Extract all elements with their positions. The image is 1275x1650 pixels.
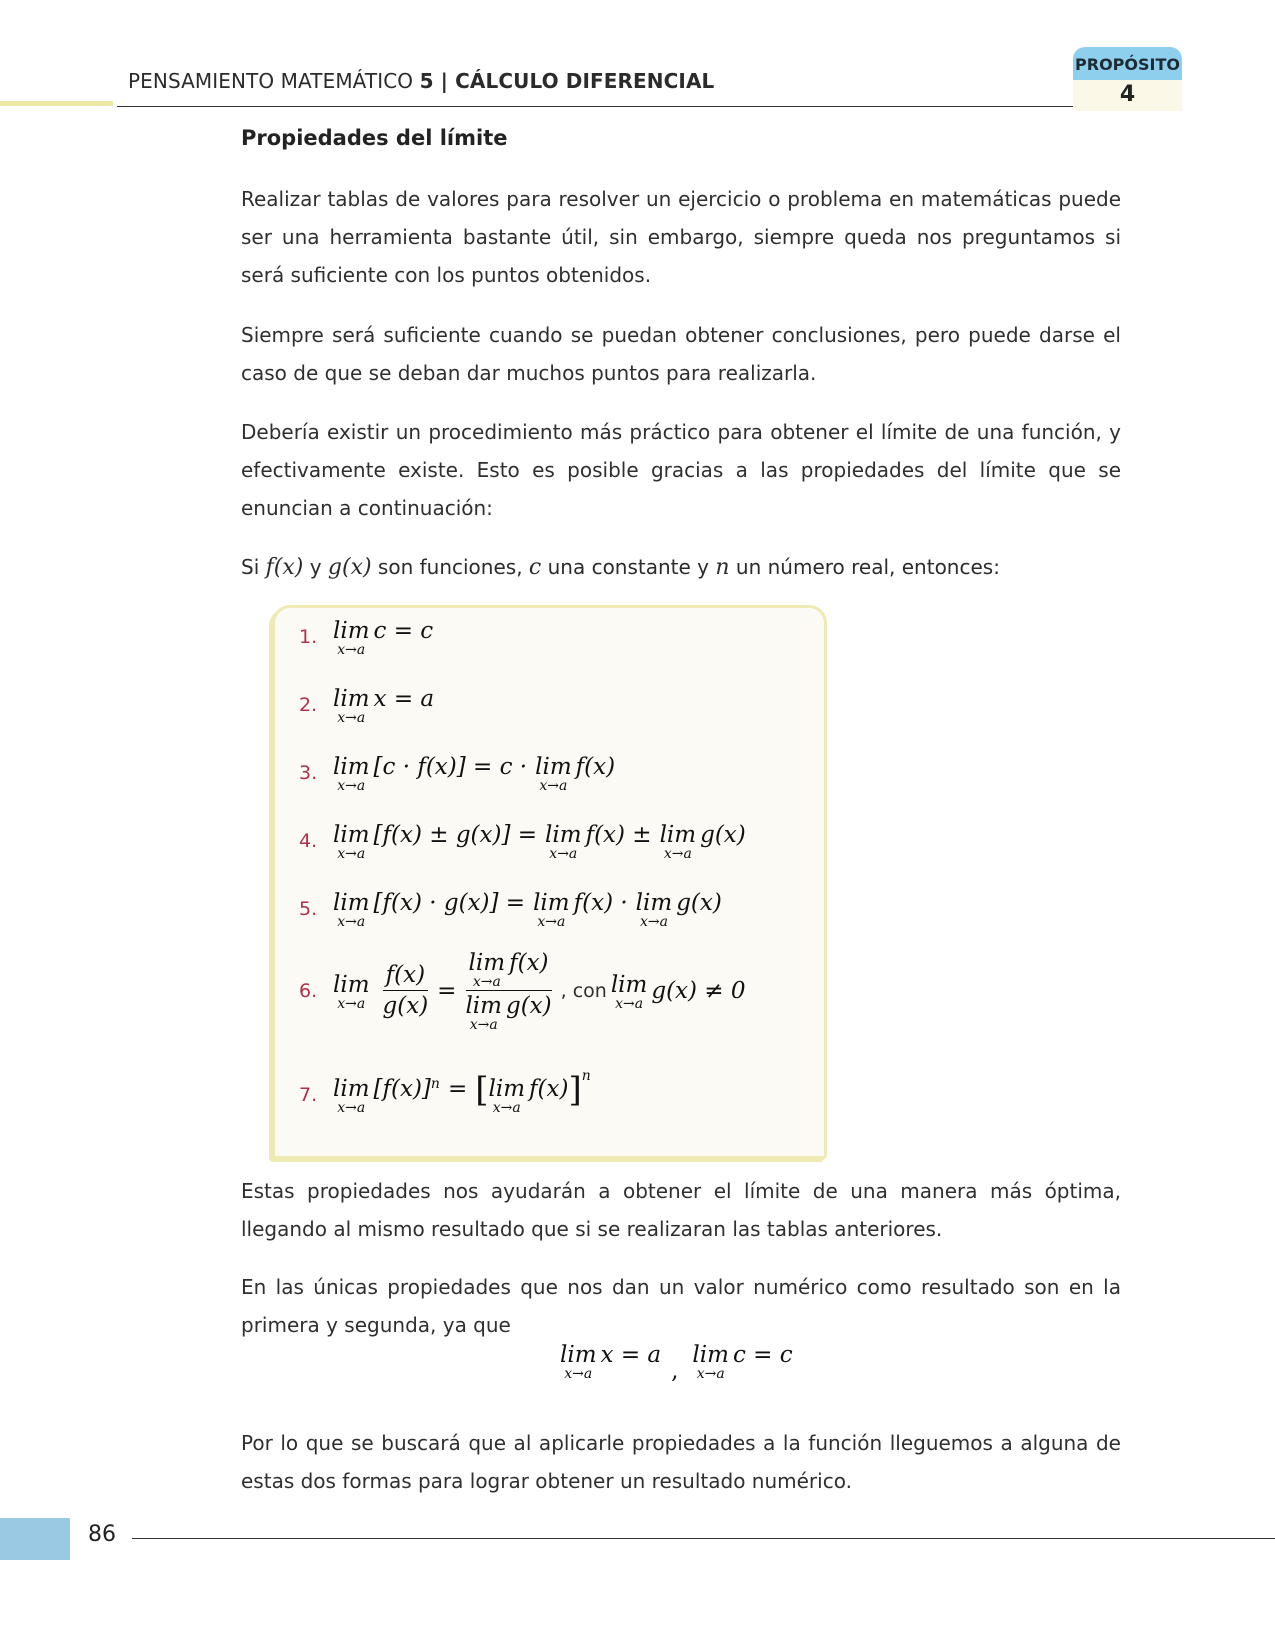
property-formula: lim x→a c = c	[333, 618, 434, 658]
intro-g: g(x)	[327, 555, 372, 580]
book-title-bold: 5 | CÁLCULO DIFERENCIAL	[419, 69, 715, 93]
property-number: 5.	[299, 898, 318, 920]
paragraph-4: Estas propiedades nos ayudarán a obtener el límite de una manera más óptima, llegando al mismo resultado que si se realizaran las tablas anteriores.	[241, 1179, 1121, 1241]
property-number: 1.	[299, 626, 318, 648]
property-number: 6.	[299, 980, 318, 1002]
property-formula: lim x→a [f(x) ± g(x)] = lim x→a f(x) ± lim x→a g(x)	[333, 822, 746, 862]
intro-y: y	[309, 555, 322, 579]
limit-operator: lim x→a	[333, 822, 370, 862]
property-number: 7.	[299, 1084, 318, 1106]
footer-tab	[0, 1518, 70, 1560]
fraction-right: lim x→a f(x) lim x→a g(x)	[465, 950, 552, 1033]
limit-operator: lim x→a	[468, 950, 506, 990]
limit-properties-box	[272, 605, 827, 1159]
book-title	[128, 69, 714, 93]
proposito-badge	[1073, 47, 1182, 111]
property-number: 4.	[299, 830, 318, 852]
intro-n: n	[715, 555, 730, 580]
property-number: 2.	[299, 694, 318, 716]
paragraph-3-block	[241, 413, 1121, 527]
property-1	[299, 618, 433, 656]
property-2	[299, 686, 434, 724]
page-number: 86	[88, 1522, 116, 1547]
limit-operator: lim x→a	[535, 754, 572, 794]
limit-operator: lim x→a	[465, 993, 502, 1033]
display-equation: lim x→a x = a , lim x→a c = c	[560, 1342, 793, 1384]
intro-line	[241, 548, 1121, 587]
property-7	[299, 1068, 591, 1116]
limit-operator: lim x→a	[610, 971, 648, 1012]
right-bracket: ]	[568, 1070, 582, 1110]
property-3	[299, 754, 615, 792]
section-title: Propiedades del límite	[241, 126, 508, 150]
limit-operator: lim x→a	[333, 890, 370, 930]
property-5	[299, 890, 722, 928]
intro-c: c	[528, 555, 542, 580]
property-6	[299, 950, 746, 1031]
fraction-left: $\frac{f(x)}{g(x)}$	[382, 962, 429, 1019]
limit-operator: lim x→a	[533, 890, 570, 930]
intro-si: Si	[241, 555, 260, 579]
intro-rest: un número real, entonces:	[735, 555, 1000, 579]
paragraph-2-block	[241, 316, 1121, 392]
paragraph-5-block	[241, 1268, 1121, 1344]
property-formula: lim x→a x = a	[333, 686, 435, 726]
limit-operator: lim x→a	[659, 822, 697, 862]
paragraph-6-block	[241, 1424, 1121, 1500]
paragraph-3: Debería existir un procedimiento más práctico para obtener el límite de una función, y efectivamente existe. Esto es posible gracias a las propiedades del límite que se enuncian a continuación:	[241, 420, 1121, 520]
limit-operator: lim x→a	[333, 971, 370, 1012]
property-formula: lim x→a $\frac{f(x)}{g(x)}$ = lim x→a f(x) lim x→a g(x) , con lim x→a g(x) ≠ 0	[333, 950, 746, 1033]
footer-rule	[132, 1538, 1275, 1539]
paragraph-6: Por lo que se buscará que al aplicarle propiedades a la función lleguemos a alguna de estas dos formas para lograr obtener un resultado numérico.	[241, 1431, 1121, 1493]
limit-operator: lim x→a	[560, 1342, 597, 1382]
property-number: 3.	[299, 762, 318, 784]
paragraph-4-block	[241, 1172, 1121, 1248]
left-bracket: [	[475, 1070, 489, 1110]
paragraph-2: Siempre será suficiente cuando se puedan obtener conclusiones, pero puede darse el caso de que se deban dar muchos puntos para realizarla.	[241, 323, 1121, 385]
limit-operator: lim x→a	[333, 618, 370, 658]
limit-operator: lim x→a	[333, 754, 370, 794]
paragraph-1-block	[241, 180, 1121, 294]
intro-una: una constante y	[547, 555, 710, 579]
header-rule	[117, 106, 1080, 107]
intro-f: f(x)	[265, 555, 304, 580]
limit-operator: lim x→a	[545, 822, 582, 862]
header-accent-bar	[0, 101, 113, 106]
limit-operator: lim x→a	[333, 686, 370, 726]
property-formula: lim x→a [f(x) · g(x)] = lim x→a f(x) · lim x→a g(x)	[333, 890, 722, 930]
limit-operator: lim x→a	[635, 890, 673, 930]
limit-operator: lim x→a	[333, 1076, 370, 1116]
limit-operator: lim x→a	[692, 1342, 729, 1382]
paragraph-5: En las únicas propiedades que nos dan un valor numérico como resultado son en la primera y segunda, ya que	[241, 1275, 1121, 1337]
badge-number: 4	[1073, 80, 1182, 111]
paragraph-1: Realizar tablas de valores para resolver un ejercicio o problema en matemáticas puede ser una herramienta bastante útil, sin embargo, siempre queda nos preguntamos si será suficiente con los puntos obtenidos.	[241, 187, 1121, 287]
intro-son: son funciones,	[377, 555, 523, 579]
property-formula: lim x→a [f(x)] $^n$ = [ lim x→a f(x) ] $^n$	[333, 1068, 591, 1116]
limit-operator: lim x→a	[488, 1076, 526, 1116]
book-title-regular: PENSAMIENTO MATEMÁTICO	[128, 69, 414, 93]
property-formula: lim x→a [c · f(x)] = c · lim x→a f(x)	[333, 754, 616, 794]
badge-label: PROPÓSITO	[1073, 47, 1182, 80]
property-4	[299, 822, 746, 860]
